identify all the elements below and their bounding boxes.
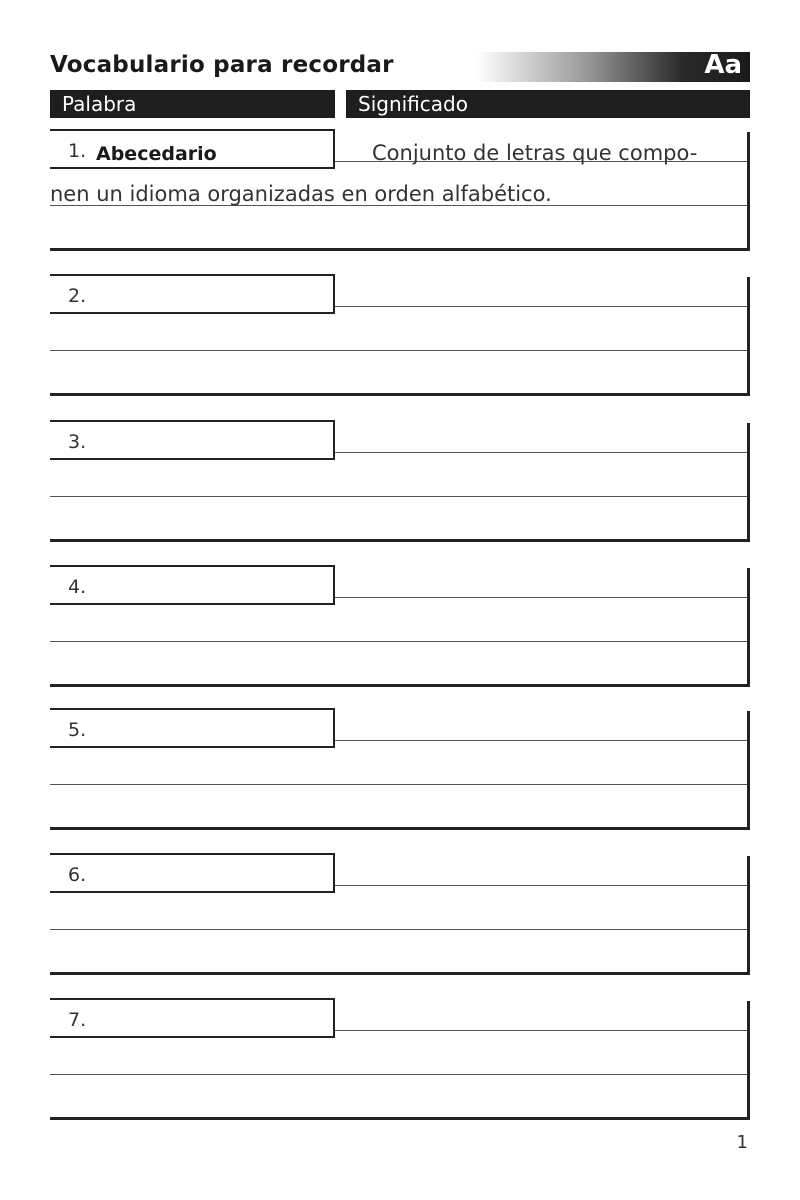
vocab-entry-2 <box>50 274 750 397</box>
entry-border-right <box>747 423 750 542</box>
meaning-text-line2: nen un idioma organizadas en orden alfabético. <box>50 182 552 206</box>
meaning-text-line1: Conjunto de letras que compo- <box>372 141 698 165</box>
word-box[interactable] <box>50 565 335 605</box>
column-header-meaning: Significado <box>346 90 750 118</box>
word-box[interactable] <box>50 420 335 460</box>
vocab-entry-6 <box>50 853 750 976</box>
meaning-line <box>50 641 748 642</box>
entry-border-right <box>747 277 750 396</box>
word-box[interactable] <box>50 274 335 314</box>
entry-border-right <box>747 132 750 251</box>
vocab-entry-4 <box>50 565 750 688</box>
meaning-line <box>50 929 748 930</box>
meaning-line <box>335 306 748 307</box>
meaning-line <box>50 784 748 785</box>
word-box[interactable] <box>50 708 335 748</box>
entry-number: 3. <box>68 431 87 453</box>
column-header-word: Palabra <box>50 90 335 118</box>
entry-number: 4. <box>68 576 87 598</box>
entry-border-right <box>747 1001 750 1120</box>
vocab-entry-5 <box>50 708 750 831</box>
entry-border-right <box>747 856 750 975</box>
word-box[interactable] <box>50 998 335 1038</box>
letter-badge-label: Aa <box>704 50 742 80</box>
entry-number: 5. <box>68 719 87 741</box>
vocab-entry-3 <box>50 420 750 543</box>
entry-border-bottom <box>50 248 750 251</box>
page-number: 1 <box>736 1132 748 1153</box>
entry-border-bottom <box>50 684 750 687</box>
entry-border-bottom <box>50 827 750 830</box>
entry-border-right <box>747 568 750 687</box>
entry-number: 1. <box>68 140 87 162</box>
vocab-entry-1 <box>50 129 750 252</box>
meaning-line <box>335 597 748 598</box>
letter-badge <box>476 52 750 82</box>
meaning-line <box>50 1074 748 1075</box>
entry-number: 2. <box>68 285 87 307</box>
entry-border-bottom <box>50 1117 750 1120</box>
entry-border-bottom <box>50 393 750 396</box>
page-title: Vocabulario para recordar <box>50 52 394 78</box>
meaning-line <box>335 452 748 453</box>
entry-number: 7. <box>68 1009 87 1031</box>
entry-border-bottom <box>50 972 750 975</box>
entry-number: 6. <box>68 864 87 886</box>
meaning-line <box>50 496 748 497</box>
word-box[interactable] <box>50 853 335 893</box>
meaning-line <box>335 1030 748 1031</box>
vocab-entry-7 <box>50 998 750 1121</box>
meaning-line <box>335 885 748 886</box>
entry-word: Abecedario <box>96 143 217 165</box>
entry-border-bottom <box>50 539 750 542</box>
meaning-line <box>50 350 748 351</box>
word-box[interactable] <box>50 129 335 169</box>
meaning-line <box>335 740 748 741</box>
entry-border-right <box>747 711 750 830</box>
